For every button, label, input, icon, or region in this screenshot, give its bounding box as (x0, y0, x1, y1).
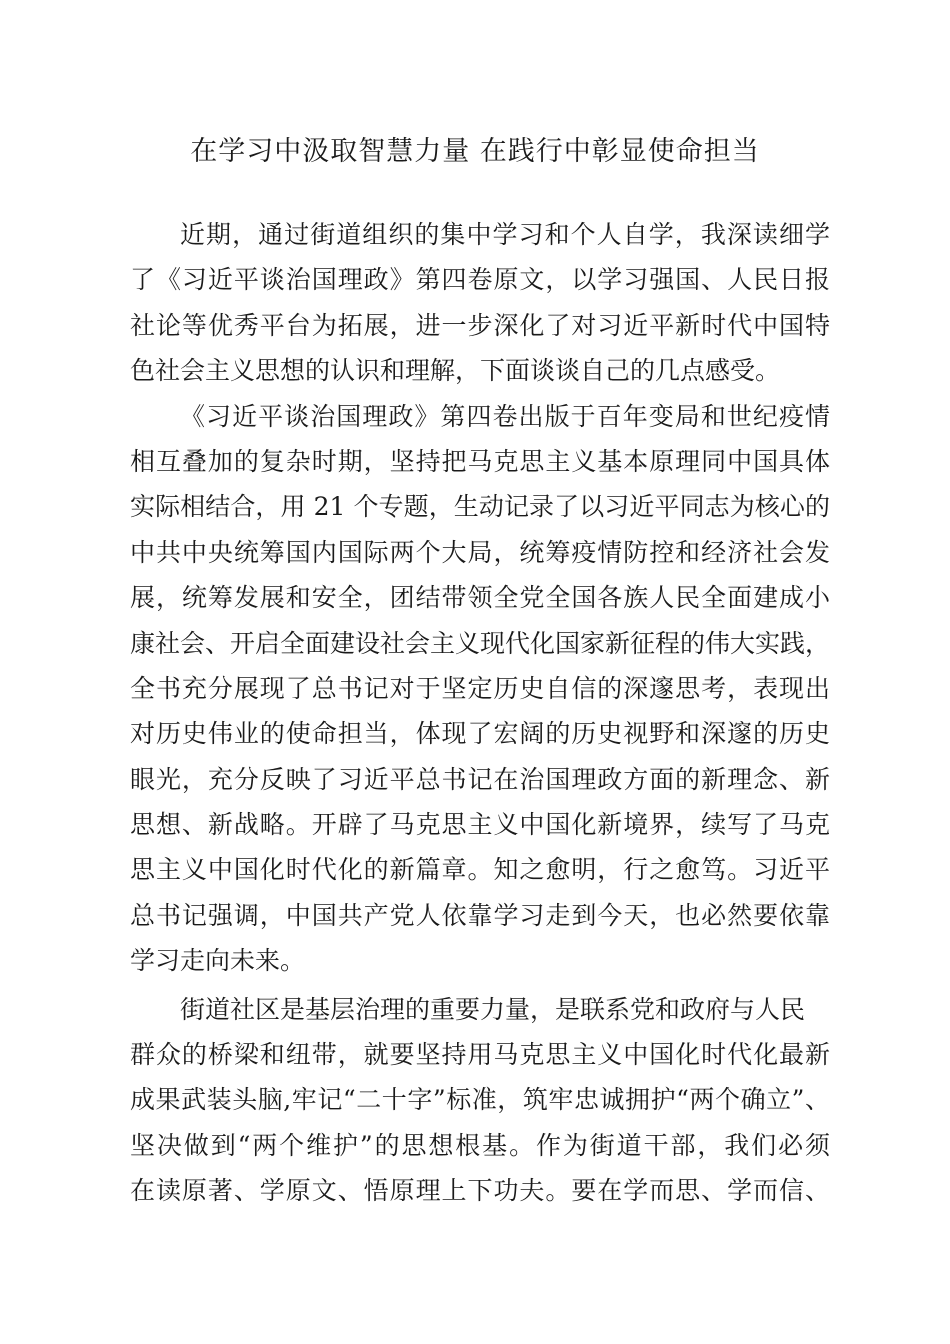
document-title: 在学习中汲取智慧力量 在践行中彰显使命担当 (190, 136, 760, 167)
text-line: 展，统筹发展和安全，团结带领全党全国各族人民全面建成小 (130, 583, 830, 613)
text-line: 在读原著、学原文、悟原理上下功夫。要在学而思、学而信、 (130, 1176, 830, 1206)
text-line: 街道社区是基层治理的重要力量，是联系党和政府与人民 (180, 994, 806, 1024)
text-line: 了《习近平谈治国理政》第四卷原文，以学习强国、人民日报 (130, 265, 830, 295)
text-line: 相互叠加的复杂时期，坚持把马克思主义基本原理同中国具体 (130, 446, 830, 476)
paragraph-3 (130, 987, 830, 1214)
paragraph-1 (130, 212, 830, 394)
text-line: 全书充分展现了总书记对于坚定历史自信的深邃思考，表现出 (130, 673, 830, 703)
text-line: 学习走向未来。 (130, 946, 306, 976)
text-line: 坚决做到“两个维护”的思想根基。作为街道干部，我们必须 (130, 1130, 830, 1160)
text-line: 思主义中国化时代化的新篇章。知之愈明，行之愈笃。习近平 (130, 855, 830, 885)
text-line: 对历史伟业的使命担当，体现了宏阔的历史视野和深邃的历史 (130, 719, 830, 749)
paragraph-2 (130, 394, 830, 984)
text-line: 总书记强调，中国共产党人依靠学习走到今天，也必然要依靠 (130, 900, 830, 930)
text-line: 思想、新战略。开辟了马克思主义中国化新境界，续写了马克 (130, 810, 830, 840)
text-line: 群众的桥梁和纽带，就要坚持用马克思主义中国化时代化最新 (130, 1040, 830, 1070)
text-line: 中共中央统筹国内国际两个大局，统筹疫情防控和经济社会发 (130, 537, 830, 567)
text-line: 近期，通过街道组织的集中学习和个人自学，我深读细学 (180, 220, 830, 249)
text-line: 眼光，充分反映了习近平总书记在治国理政方面的新理念、新 (130, 764, 830, 794)
text-line: 色社会主义思想的认识和理解，下面谈谈自己的几点感受。 (130, 356, 781, 386)
document-body (130, 212, 830, 1214)
text-line: 《习近平谈治国理政》第四卷出版于百年变局和世纪疫情 (180, 401, 830, 431)
text-line: 康社会、开启全面建设社会主义现代化国家新征程的伟大实践， (130, 628, 831, 658)
text-line: 实际相结合，用 21 个专题，生动记录了以习近平同志为核心的 (130, 492, 830, 522)
text-line: 社论等优秀平台为拓展，进一步深化了对习近平新时代中国特 (130, 310, 830, 340)
text-line: 成果武装头脑,牢记“二十字”标准，筑牢忠诚拥护“两个确立”、 (130, 1085, 830, 1115)
